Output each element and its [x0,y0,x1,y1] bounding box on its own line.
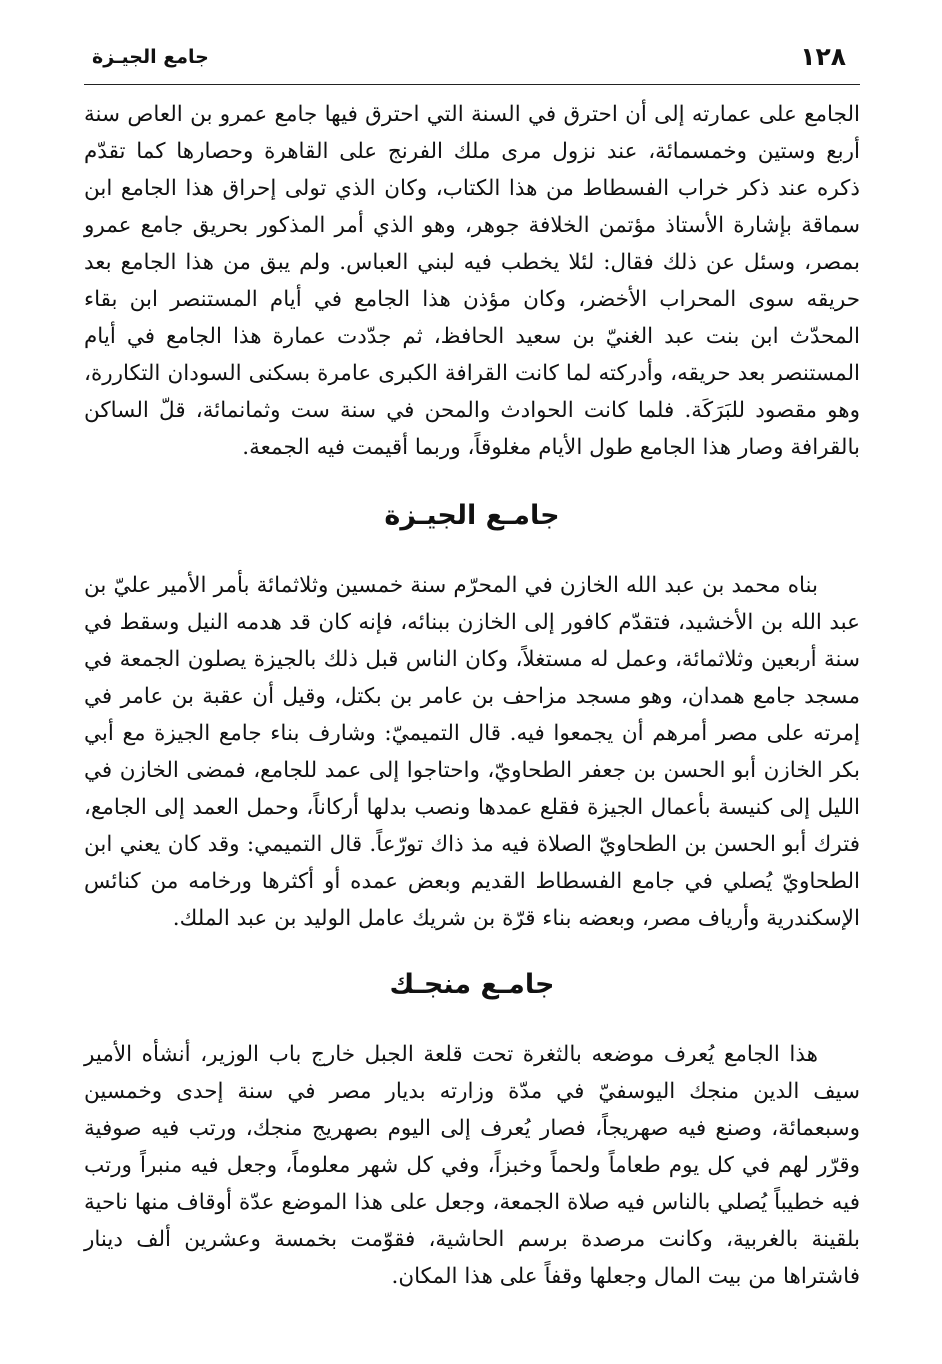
header-rule [84,84,860,85]
section-paragraph-giza-mosque: بناه محمد بن عبد الله الخازن في المحرّم سنة خمسين وثلاثمائة بأمر الأمير عليّ بن عبد الله بن الأخشيد، فتقدّم كافور إلى الخازن ببنائه، فإنه كان قد هدمه النيل وسقط في سنة أربعين وثلاثمائة، وعمل له مستغلاً، وكان الناس قبل ذلك بالجيزة يصلون الجمعة في مسجد جامع همدان، وهو مسجد مزاحف بن عامر بن بكتل، وقيل أن عقبة بن عامر في إمرته على مصر أمرهم أن يجمعوا فيه. قال التميميّ: وشارف بناء جامع الجيزة مع أبي بكر الخازن أبو الحسن بن جعفر الطحاويّ، واحتاجوا إلى عمد للجامع، فمضى الخازن في الليل إلى كنيسة بأعمال الجيزة فقلع عمدها ونصب بدلها أركاناً، وحمل العمد إلى الجامع، فترك أبو الحسن بن الطحاويّ الصلاة فيه مذ ذاك تورّعاً. قال التميمي: وقد كان يعني ابن الطحاويّ يُصلي في جامع الفسطاط القديم وبعض عمده أو أكثرها ورخامه من كنائس الإسكندرية وأرياف مصر، وبعضه بناء قرّة بن شريك عامل الوليد بن عبد الملك. [84,573,860,931]
page-header [84,42,860,82]
page-body [84,96,860,1295]
section-paragraph-manjak-mosque: هذا الجامع يُعرف موضعه بالثغرة تحت قلعة الجبل خارج باب الوزير، أنشأه الأمير سيف الدين منجك اليوسفيّ في مدّة وزارته بديار مصر في سنة إحدى وخمسين وسبعمائة، وصنع فيه صهريجاً، فصار يُعرف إلى اليوم بصهريج منجك، ورتب فيه صوفية وقرّر لهم في كل يوم طعاماً ولحماً وخبزاً، وفي كل شهر معلوماً، وجعل فيه منبراً ورتب فيه خطيباً يُصلي بالناس فيه صلاة الجمعة، وجعل على هذا الموضع عدّة أوقاف منها ناحية بلقينة بالغربية، وكانت مرصدة برسم الحاشية، فقوّمت بخمسة وعشرين ألف دينار فاشتراها من بيت المال وجعلها وقفاً على هذا المكان. [84,1042,860,1289]
page-number: ١٢٨ [800,42,846,71]
intro-paragraph: الجامع على عمارته إلى أن احترق في السنة التي احترق فيها جامع عمرو بن العاص سنة أربع وستين وخمسمائة، عند نزول مرى ملك الفرنج على القاهرة وحصارها كما تقدّم ذكره عند ذكر خراب الفسطاط من هذا الكتاب، وكان الذي تولى إحراق هذا الجامع ابن سماقة بإشارة الأستاذ مؤتمن الخلافة جوهر، وهو الذي أمر المذكور بحريق جامع عمرو بمصر، وسئل عن ذلك فقال: لئلا يخطب فيه لبني العباس. ولم يبق من هذا الجامع بعد حريقه سوى المحراب الأخضر، وكان مؤذن هذا الجامع في أيام المستنصر ابن بقاء المحدّث ابن بنت عبد الغنيّ بن سعيد الحافظ، ثم جدّدت عمارة هذا الجامع في أيام المستنصر بعد حريقه، وأدركته لما كانت القرافة الكبرى عامرة بسكنى السودان التكاررة، وهو مقصود للبَرَكَة. فلما كانت الحوادث والمحن في سنة ست وثمانمائة، قلّ الساكن بالقرافة وصار هذا الجامع طول الأيام مغلوقاً، وربما أقيمت فيه الجمعة. [84,102,860,460]
section-title-giza-mosque: جامـع الجيـزة [384,500,560,531]
running-title: جامع الجيـزة [92,46,209,68]
section-title-manjak-mosque: جامـع منجـك [389,969,555,1000]
